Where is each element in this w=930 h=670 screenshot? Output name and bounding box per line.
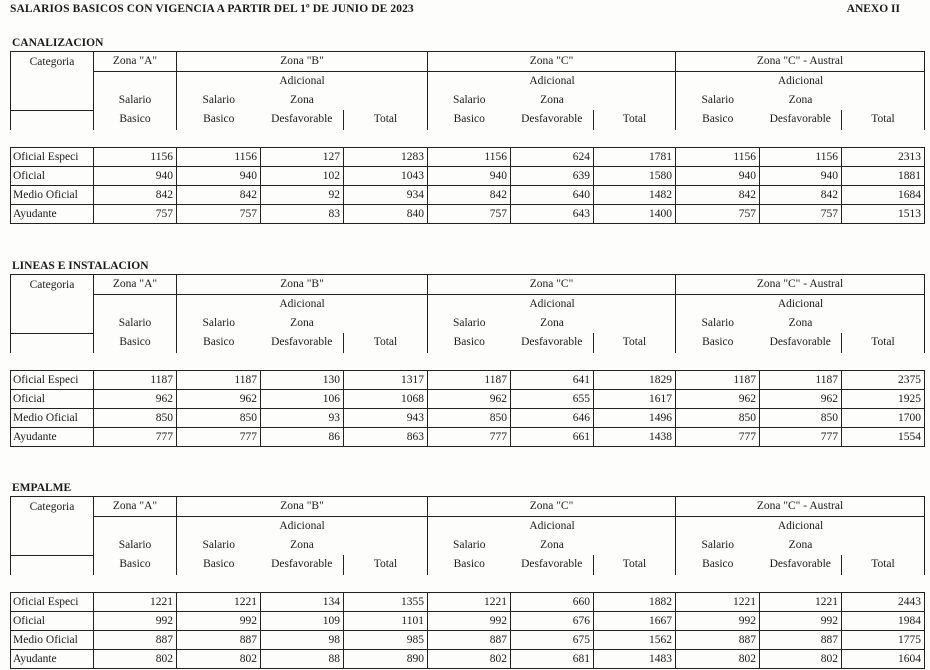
header-zona-b: Zona "B": [177, 275, 428, 295]
salary-cell: 92: [261, 185, 344, 204]
salary-cell: 83: [261, 204, 344, 223]
salary-cell: 802: [94, 649, 177, 668]
salary-cell: 940: [94, 166, 177, 185]
salary-cell: 1221: [177, 592, 261, 611]
salary-cell: 1187: [760, 370, 842, 389]
salary-cell: 850: [760, 408, 842, 427]
header-desfavorable: Desfavorable: [760, 333, 842, 353]
salary-cell: 940: [177, 166, 261, 185]
header-salario: Salario: [118, 94, 152, 106]
salary-cell: 655: [511, 389, 594, 408]
table-row: [11, 147, 925, 166]
salary-cell: 777: [760, 427, 842, 446]
header-salario: Salario: [177, 91, 261, 110]
salary-cell: 127: [261, 147, 344, 166]
salary-cell: 1881: [842, 166, 925, 185]
salary-cell: 1604: [842, 649, 925, 668]
header-total: Total: [842, 110, 925, 130]
header-categoria: Categoria: [11, 497, 94, 556]
salary-cell: 643: [511, 204, 594, 223]
salary-cell: 992: [760, 611, 842, 630]
salary-cell: 130: [261, 370, 344, 389]
header-zona: Zona: [540, 317, 564, 329]
salary-cell: 757: [177, 204, 261, 223]
header-zona: Zona: [290, 539, 314, 551]
row-category: Ayudante: [11, 204, 94, 223]
salary-cell: 1513: [842, 204, 925, 223]
header-zona: Zona: [788, 317, 813, 329]
section-title: EMPALME: [12, 482, 72, 494]
header-zona-c-austral: Zona "C" - Austral: [676, 52, 925, 72]
salary-cell: 1187: [428, 370, 511, 389]
header-basico: Basico: [177, 333, 261, 353]
salary-cell: 1283: [344, 147, 428, 166]
salary-cell: 802: [760, 649, 842, 668]
header-desfavorable: Desfavorable: [511, 333, 594, 353]
salary-cell: 962: [177, 389, 261, 408]
salary-cell: 802: [428, 649, 511, 668]
salary-cell: 134: [261, 592, 344, 611]
salary-cell: 2375: [842, 370, 925, 389]
row-category: Oficial Especi: [11, 147, 94, 166]
salary-cell: 1221: [428, 592, 511, 611]
header-total: Total: [622, 113, 647, 126]
salary-cell: 962: [428, 389, 511, 408]
salary-cell: 887: [760, 630, 842, 649]
salary-cell: 106: [261, 389, 344, 408]
salary-cell: 842: [760, 185, 842, 204]
header-salario: Salario: [177, 314, 261, 333]
header-desfavorable: Desfavorable: [261, 555, 344, 575]
header-zona-c: Zona "C": [428, 52, 676, 72]
header-salario: Salario: [428, 91, 511, 110]
row-category: Medio Oficial: [11, 408, 94, 427]
section-title: LINEAS E INSTALACION: [12, 260, 149, 272]
salary-cell: 887: [177, 630, 261, 649]
header-basico: Basico: [119, 113, 151, 126]
header-adicional: Adicional: [279, 75, 325, 87]
salary-cell: 962: [676, 389, 760, 408]
salary-cell: 1043: [344, 166, 428, 185]
salary-cell: 1101: [344, 611, 428, 630]
header-total: Total: [622, 336, 647, 349]
header-desfavorable: Desfavorable: [760, 110, 842, 130]
header-basico: Basico: [428, 110, 511, 130]
header-salario: Salario: [428, 314, 511, 333]
salary-cell: 1221: [94, 592, 177, 611]
salary-cell: 890: [344, 649, 428, 668]
row-category: Ayudante: [11, 649, 94, 668]
header-adicional: Adicional: [529, 75, 575, 87]
salary-cell: 1438: [594, 427, 676, 446]
salary-cell: 639: [511, 166, 594, 185]
header-adicional: Adicional: [777, 520, 824, 532]
salary-cell: 93: [261, 408, 344, 427]
row-category: Ayudante: [11, 427, 94, 446]
header-zona: Zona: [290, 317, 314, 329]
salary-cell: 1684: [842, 185, 925, 204]
header-salario: Salario: [118, 539, 152, 551]
salary-cell: 887: [676, 630, 760, 649]
salary-cell: 1355: [344, 592, 428, 611]
salary-cell: 1562: [594, 630, 676, 649]
salary-cell: 660: [511, 592, 594, 611]
header-salario: Salario: [676, 536, 760, 555]
header-desfavorable: Desfavorable: [261, 110, 344, 130]
salary-table: [10, 496, 925, 669]
header-basico: Basico: [119, 558, 151, 571]
header-basico: Basico: [676, 555, 760, 575]
salary-cell: 757: [94, 204, 177, 223]
header-desfavorable: Desfavorable: [261, 333, 344, 353]
salary-cell: 863: [344, 427, 428, 446]
header-total: Total: [373, 558, 398, 571]
salary-cell: 1984: [842, 611, 925, 630]
salary-cell: 802: [177, 649, 261, 668]
salary-cell: 842: [676, 185, 760, 204]
header-zona-b: Zona "B": [177, 52, 428, 72]
header-total: Total: [373, 113, 398, 126]
salary-cell: 842: [177, 185, 261, 204]
header-desfavorable: Desfavorable: [511, 555, 594, 575]
table-row: [11, 204, 925, 223]
table-row: [11, 370, 925, 389]
salary-cell: 1482: [594, 185, 676, 204]
header-basico: Basico: [428, 555, 511, 575]
header-zona: Zona: [540, 539, 564, 551]
salary-cell: 777: [94, 427, 177, 446]
header-desfavorable: Desfavorable: [511, 110, 594, 130]
salary-cell: 1221: [676, 592, 760, 611]
salary-cell: 940: [676, 166, 760, 185]
salary-cell: 943: [344, 408, 428, 427]
salary-cell: 850: [94, 408, 177, 427]
row-category: Oficial Especi: [11, 592, 94, 611]
salary-cell: 2443: [842, 592, 925, 611]
salary-cell: 842: [94, 185, 177, 204]
salary-cell: 1187: [177, 370, 261, 389]
header-salario: Salario: [676, 91, 760, 110]
header-zona-a: Zona "A": [94, 497, 177, 517]
salary-cell: 675: [511, 630, 594, 649]
table-row: [11, 427, 925, 446]
salary-cell: 850: [177, 408, 261, 427]
header-adicional: Adicional: [279, 520, 325, 532]
salary-cell: 887: [428, 630, 511, 649]
header-adicional: Adicional: [777, 75, 824, 87]
salary-cell: 777: [177, 427, 261, 446]
table-row: [11, 389, 925, 408]
table-row: [11, 408, 925, 427]
table-row: [11, 185, 925, 204]
table-row: [11, 611, 925, 630]
header-zona: Zona: [290, 94, 314, 106]
header-salario: Salario: [177, 536, 261, 555]
salary-cell: 2313: [842, 147, 925, 166]
header-zona: Zona: [540, 94, 564, 106]
salary-cell: 1775: [842, 630, 925, 649]
salary-cell: 1580: [594, 166, 676, 185]
header-salario: Salario: [428, 536, 511, 555]
salary-cell: 1400: [594, 204, 676, 223]
salary-cell: 1829: [594, 370, 676, 389]
header-adicional: Adicional: [529, 298, 575, 310]
salary-cell: 1667: [594, 611, 676, 630]
salary-cell: 1781: [594, 147, 676, 166]
salary-table: [10, 51, 925, 224]
salary-cell: 757: [428, 204, 511, 223]
salary-cell: 641: [511, 370, 594, 389]
salary-cell: 661: [511, 427, 594, 446]
salary-cell: 640: [511, 185, 594, 204]
row-category: Medio Oficial: [11, 185, 94, 204]
salary-cell: 934: [344, 185, 428, 204]
salary-cell: 842: [428, 185, 511, 204]
header-basico: Basico: [177, 555, 261, 575]
salary-table: [10, 274, 925, 447]
header-zona-c-austral: Zona "C" - Austral: [676, 275, 925, 295]
header-salario: Salario: [118, 317, 152, 329]
salary-cell: 850: [428, 408, 511, 427]
header-zona-c-austral: Zona "C" - Austral: [676, 497, 925, 517]
header-total: Total: [842, 555, 925, 575]
header-basico: Basico: [428, 333, 511, 353]
table-row: [11, 166, 925, 185]
header-categoria: Categoria: [11, 52, 94, 111]
salary-cell: 992: [676, 611, 760, 630]
salary-section-1: [10, 259, 924, 447]
salary-cell: 757: [760, 204, 842, 223]
salary-cell: 992: [94, 611, 177, 630]
header-adicional: Adicional: [529, 520, 575, 532]
header-zona-a: Zona "A": [94, 275, 177, 295]
salary-cell: 1483: [594, 649, 676, 668]
header-total: Total: [622, 558, 647, 571]
header-total: Total: [373, 336, 398, 349]
table-row: [11, 649, 925, 668]
salary-cell: 850: [676, 408, 760, 427]
header-zona-a: Zona "A": [94, 52, 177, 72]
header-adicional: Adicional: [777, 298, 824, 310]
salary-cell: 1317: [344, 370, 428, 389]
salary-cell: 1156: [676, 147, 760, 166]
salary-cell: 962: [94, 389, 177, 408]
table-row: [11, 630, 925, 649]
header-zona-c: Zona "C": [428, 497, 676, 517]
header-desfavorable: Desfavorable: [760, 555, 842, 575]
salary-cell: 1156: [428, 147, 511, 166]
header-basico: Basico: [676, 110, 760, 130]
salary-cell: 1700: [842, 408, 925, 427]
salary-cell: 1882: [594, 592, 676, 611]
header-categoria: Categoria: [11, 275, 94, 334]
row-category: Oficial: [11, 389, 94, 408]
salary-cell: 1925: [842, 389, 925, 408]
salary-cell: 1156: [94, 147, 177, 166]
salary-cell: 887: [94, 630, 177, 649]
row-category: Medio Oficial: [11, 630, 94, 649]
salary-cell: 992: [428, 611, 511, 630]
header-adicional: Adicional: [279, 298, 325, 310]
document-title: SALARIOS BASICOS CON VIGENCIA A PARTIR DEL 1º DE JUNIO DE 2023: [10, 3, 414, 15]
row-category: Oficial: [11, 611, 94, 630]
salary-cell: 757: [676, 204, 760, 223]
annex-label: ANEXO II: [846, 3, 900, 15]
salary-cell: 840: [344, 204, 428, 223]
row-category: Oficial Especi: [11, 370, 94, 389]
header-basico: Basico: [177, 110, 261, 130]
salary-cell: 1187: [676, 370, 760, 389]
salary-cell: 88: [261, 649, 344, 668]
salary-cell: 1187: [94, 370, 177, 389]
salary-cell: 646: [511, 408, 594, 427]
salary-cell: 86: [261, 427, 344, 446]
header-salario: Salario: [676, 314, 760, 333]
salary-cell: 109: [261, 611, 344, 630]
salary-cell: 985: [344, 630, 428, 649]
salary-cell: 681: [511, 649, 594, 668]
salary-cell: 1156: [760, 147, 842, 166]
salary-cell: 1068: [344, 389, 428, 408]
salary-cell: 624: [511, 147, 594, 166]
salary-section-0: [10, 36, 924, 224]
header-basico: Basico: [119, 336, 151, 349]
salary-cell: 940: [760, 166, 842, 185]
salary-section-2: [10, 481, 924, 669]
header-zona: Zona: [788, 94, 813, 106]
section-title: CANALIZACION: [12, 37, 104, 49]
salary-cell: 98: [261, 630, 344, 649]
header-basico: Basico: [676, 333, 760, 353]
salary-cell: 777: [428, 427, 511, 446]
salary-cell: 1617: [594, 389, 676, 408]
salary-cell: 102: [261, 166, 344, 185]
salary-cell: 802: [676, 649, 760, 668]
row-category: Oficial: [11, 166, 94, 185]
salary-cell: 1221: [760, 592, 842, 611]
header-zona-c: Zona "C": [428, 275, 676, 295]
table-row: [11, 592, 925, 611]
header-zona-b: Zona "B": [177, 497, 428, 517]
salary-cell: 1554: [842, 427, 925, 446]
salary-cell: 1496: [594, 408, 676, 427]
salary-cell: 676: [511, 611, 594, 630]
salary-cell: 777: [676, 427, 760, 446]
salary-cell: 1156: [177, 147, 261, 166]
salary-cell: 992: [177, 611, 261, 630]
salary-cell: 940: [428, 166, 511, 185]
header-total: Total: [842, 333, 925, 353]
header-zona: Zona: [788, 539, 813, 551]
salary-cell: 962: [760, 389, 842, 408]
